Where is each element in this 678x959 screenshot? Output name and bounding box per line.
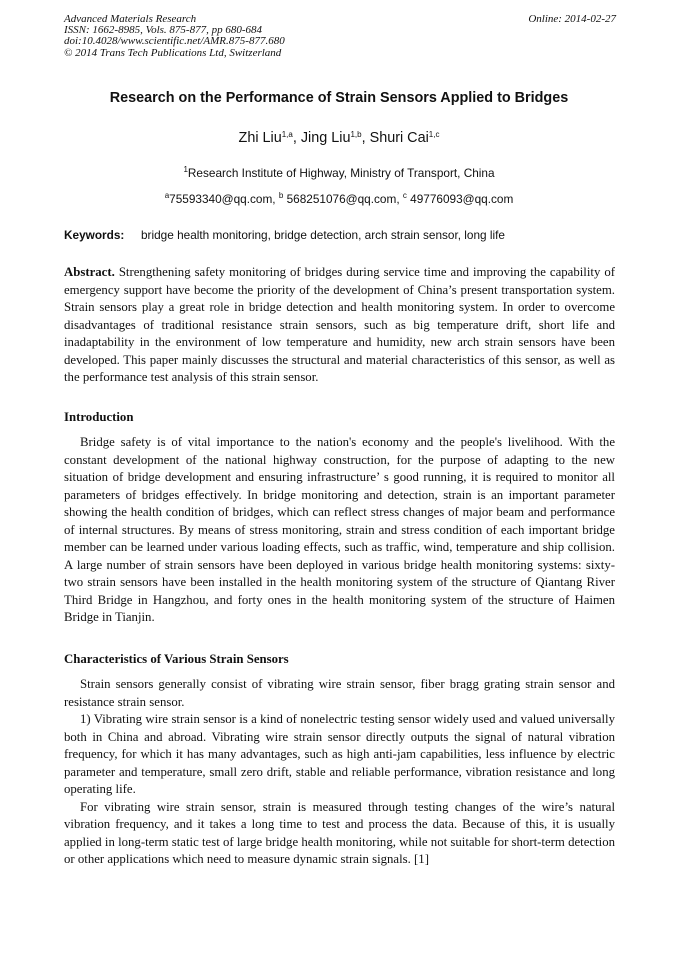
email-mark: a [164,191,170,200]
email-address[interactable]: 568251076@qq.com [286,192,397,206]
email-list: $^a$75593340@qq.com, $^b$ 568251076@qq.com, $^c$ 49776093@qq.com [164,191,514,206]
email-address[interactable]: 75593340@qq.com [169,192,273,206]
journal-header [64,14,616,59]
author-name: Zhi Liu [238,130,282,146]
issn-line: ISSN: 1662-8985, Vols. 875-877, pp 680-684 [64,24,262,37]
affiliation-text: Research Institute of Highway, Ministry of Transport, China [187,166,495,180]
copyright-line: © 2014 Trans Tech Publications Ltd, Switzerland [64,46,282,59]
email-mark: c [402,191,407,200]
introduction-body [64,434,615,627]
paper-title: Research on the Performance of Strain Sensors Applied to Bridges [109,90,569,106]
journal-name: Advanced Materials Research [64,13,197,25]
online-date: Online: 2014-02-27 [528,13,616,25]
author-name: Shuri Cai [369,130,429,146]
section-heading-introduction: Introduction [64,410,134,424]
affiliation [0,166,678,180]
paragraph: Strain sensors generally consist of vibrating wire strain sensor, fiber bragg grating strain sensor and resistance strain sensor. [64,677,615,709]
author-affiliation-mark: 1,b [350,130,362,139]
keywords-text: bridge health monitoring, bridge detection, arch strain sensor, long life [141,228,505,242]
abstract-text: Strengthening safety monitoring of bridges during service time and improving the capability of emergency support have become the priority of the development of China’s present transportation system. Strain sensors play a great role in bridge detection and health monitoring system. In order to overcome disadvantages of traditional resistance strain sensors, such as big temperature drift, short life and inadaptability in the environment of low temperature and humidity, new arch strain sensors have been developed. This paper mainly discusses the structural and material characteristics of this sensor, as well as the performance test analysis of this strain sensor. [64,265,615,384]
paragraph: Bridge safety is of vital importance to the nation's economy and the people's livelihood. With the constant development of the national highway construction, for the purpose of adapting to the new situation of bridge development and ensuring infrastructure’ s good running, it is required to monitor all parameters of bridges effectively. In bridge monitoring and detection, strain is an important parameter showing the health condition of bridges, which can reflect stress changes of major beam and performance of internal structures. By means of stress monitoring, strain and stress condition of each important bridge member can be learned under various loading effects, such as traffic, wind, temperature and ship collision. A large number of strain sensors have been deployed in various bridge health monitoring systems: sixty-two strain sensors have been installed in the health monitoring system of the structure of Qiantang River Third Bridge in Hangzhou, and forty ones in the health monitoring system of the structure of Haimen Bridge in Tianjin. [64,435,615,624]
author-separator: , [292,130,301,146]
abstract-label: Abstract. [64,265,115,279]
section-heading-characteristics: Characteristics of Various Strain Sensors [64,652,289,666]
paragraph: 1) Vibrating wire strain sensor is a kind of nonelectric testing sensor widely used and valued universally both in China and abroad. Vibrating wire strain sensor directly outputs the signal of natural vibration frequency, for which it has many advantages, such as high anti-jam capabilities, less influence by electric parameter and temperature, small zero drift, stable and reliable performance, vibration resistance and long operating life. [64,712,615,796]
author-affiliation-mark: 1,c [428,130,440,139]
characteristics-body [64,676,615,869]
abstract [64,264,615,387]
affiliation-mark: 1 [183,165,188,174]
email-mark: b [278,191,284,200]
keywords-label: Keywords: [64,228,125,242]
author-separator: , [361,130,370,146]
keywords-line [64,228,624,242]
author-name: Jing Liu [300,130,351,146]
doi-line: doi:10.4028/www.scientific.net/AMR.875-877.680 [64,35,285,48]
paragraph: For vibrating wire strain sensor, strain is measured through testing changes of the wire’s natural vibration frequency, and it takes a long time to test and process the data. Because of this, it is usually applied in long-term static test of large bridge health monitoring, while not suitable for short-term detection or other applications which need to measure dynamic strain signals. [1] [64,799,615,866]
author-list [0,130,678,146]
author-affiliation-mark: 1,a [281,130,293,139]
email-address[interactable]: 49776093@qq.com [410,192,514,206]
